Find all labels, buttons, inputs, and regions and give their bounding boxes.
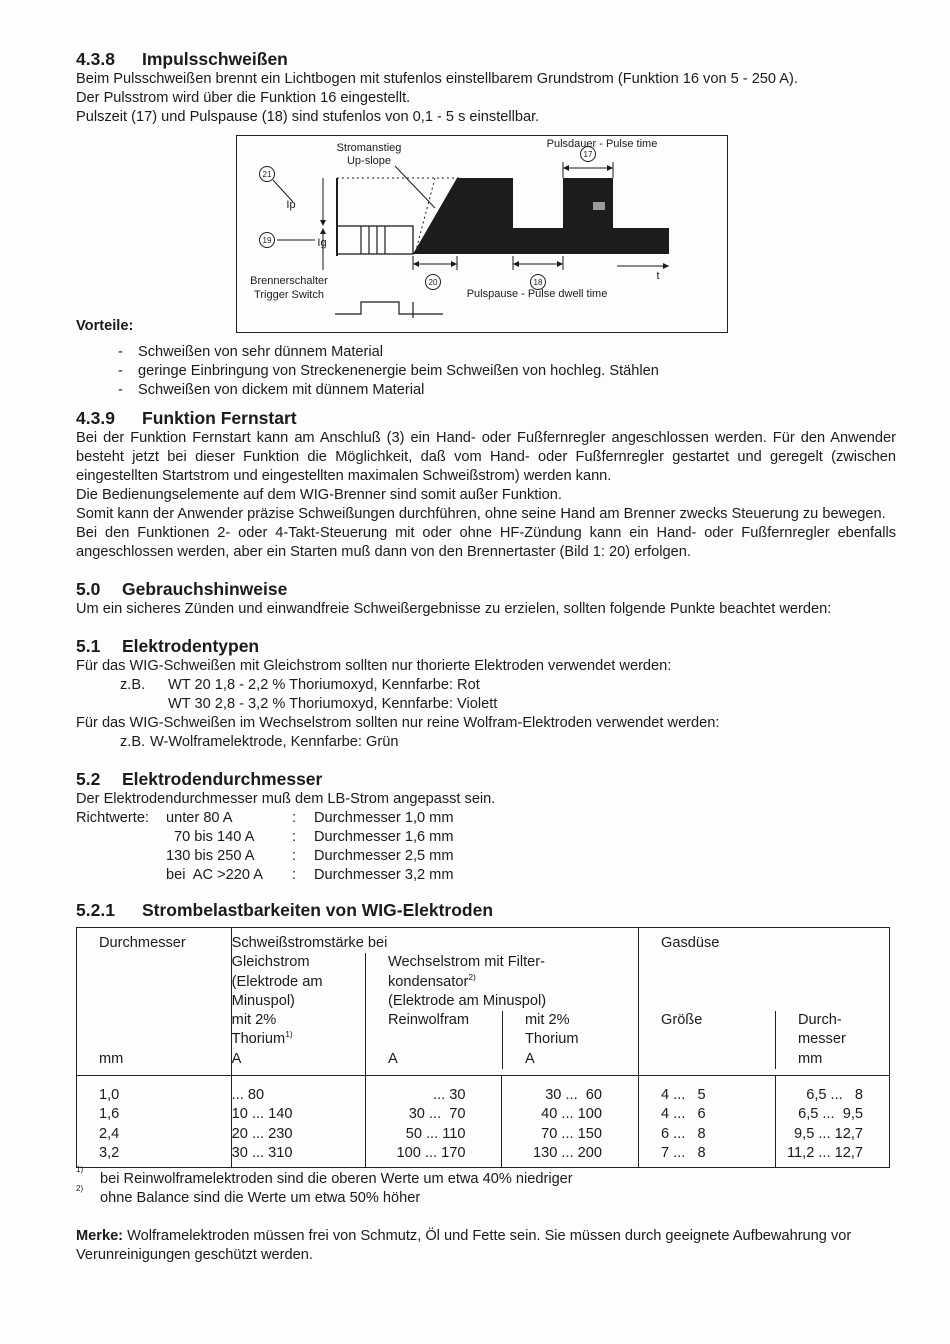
pulse-welding-diagram: Stromanstieg Up-slope Pulsdauer - Pulse time Ip Ig Brennerschalter Trigger Switch Pulspause - Pulse dwell time t 21 19 17 20 18 <box>236 135 728 333</box>
richtwerte-list <box>76 809 896 885</box>
paragraph: Für das WIG-Schweißen im Wechselstrom sollten nur reine Wolfram-Elektroden verwendet werden: <box>76 715 720 731</box>
footnote: 2) ohne Balance sind die Werte um etwa 50% höher <box>76 1184 421 1207</box>
label-upslope: Up-slope <box>346 155 392 167</box>
paragraph: Der Elektrodendurchmesser muß dem LB-Strom angepasst sein. <box>76 791 496 807</box>
document-page <box>76 48 896 1265</box>
paragraph: Beim Pulsschweißen brennt ein Lichtbogen mit stufenlos einstellbarem Grundstrom (Funktion 16 von 5 - 250 A). <box>76 71 798 87</box>
vorteile-title: Vorteile: <box>76 318 134 334</box>
start-current-box <box>337 226 413 254</box>
current-capacity-table: Durchmesser mm Schweißstromstärke bei Gasdüse Gleichstrom (Elektrode am Minuspol) mit 2% Thorium$^{1)}$ A Wechselstrom mit Filter- kondensator$^{2)}$ (Elektrode am Minuspol) Reinwolfram A mit 2% Thorium A Größe Durch- messer mm 1,0 1,6 2,4 3,2 ... 80 10 ... 140 20 ... 230 30 ... 310 ... 30 30 ... 70 50 ... 110 100 ... 170 30 ... 60 40 ... 100 70 ... 150 130 ... 200 4 ... 5 4 ... 6 6 ... 8 7 ... 8 6,5 ... 8 6,5 ... 9,5 9,5 ... 12,7 11,2 ... 12,7 <box>76 927 890 1168</box>
paragraph: Bei den Funktionen 2- oder 4-Takt-Steuerung mit oder ohne HF-Zündung kann ein Hand- oder Fußfernregler ebenfalls angeschlossen werden, aber ein Starten muß dann von den Brennertaster (Bild 1: 20) erfolgen. <box>76 525 896 560</box>
section-heading-50: 5.0 Gebrauchshinweise <box>76 579 288 599</box>
list-item: - Schweißen von dickem mit dünnem Material <box>118 381 896 400</box>
list-item: - geringe Einbringung von Streckenenergie beim Schweißen von hochleg. Stählen <box>118 362 896 381</box>
label-ig: Ig <box>317 237 327 249</box>
vorteile-list <box>76 343 896 400</box>
section-heading-52: 5.2 Elektrodendurchmesser <box>76 769 323 789</box>
print-artifact <box>593 202 605 210</box>
label-brennerschalter: Brennerschalter <box>250 275 328 287</box>
label-pulsdauer: Pulsdauer - Pulse time <box>546 138 658 150</box>
richtwert-row: 130 bis 250 A : Durchmesser 2,5 mm <box>166 848 454 864</box>
upslope-pointer <box>395 166 435 208</box>
footnotes <box>76 1165 896 1208</box>
example-line: z.B. W-Wolframelektrode, Kennfarbe: Grün <box>120 734 399 750</box>
paragraph: Die Bedienungselemente auf dem WIG-Brenner sind somit außer Funktion. <box>76 487 562 503</box>
paragraph: Der Pulsstrom wird über die Funktion 16 eingestellt. <box>76 90 411 106</box>
paragraph: Um ein sicheres Zünden und einwandfreie Schweißergebnisse zu erzielen, sollten folgende Punkte beachtet werden: <box>76 601 832 617</box>
paragraph: Somit kann der Anwender präzise Schweißungen durchführen, ohne seine Hand am Brenner zwecks Steuerung zu bewegen. <box>76 506 886 522</box>
label-ip: Ip <box>286 199 296 211</box>
label-t: t <box>656 270 660 282</box>
section-heading-521: 5.2.1 Strombelastbarkeiten von WIG-Elektroden <box>76 900 494 920</box>
section-heading-438: 4.3.8 Impulsschweißen <box>76 49 288 69</box>
richtwert-row: Richtwerte: unter 80 A : Durchmesser 1,0 mm <box>76 810 454 826</box>
footnote: 1) bei Reinwolframelektroden sind die oberen Werte um etwa 40% niedriger <box>76 1165 573 1188</box>
example-line: WT 30 2,8 - 3,2 % Thoriumoxyd, Kennfarbe: Violett <box>168 696 498 712</box>
paragraph: Für das WIG-Schweißen mit Gleichstrom sollten nur thorierte Elektroden verwendet werden: <box>76 658 672 674</box>
label-trigger-switch: Trigger Switch <box>254 289 324 301</box>
paragraph: Bei der Funktion Fernstart kann am Anschluß (3) ein Hand- oder Fußfernregler angeschlossen werden. Für den Anwender besteht jetzt bei dieser Funktion die Möglichkeit, daß vom Hand- oder Fußfernregler gestartet und geregelt (zwischen eingestellten Startstrom und eingestellten maximalen Schweißstrom) werden kann. <box>76 430 896 484</box>
section-heading-439: 4.3.9 Funktion Fernstart <box>76 408 297 428</box>
section-heading-51: 5.1 Elektrodentypen <box>76 636 260 656</box>
label-pulspause: Pulspause - Pulse dwell time <box>466 288 608 300</box>
label-stromanstieg: Stromanstieg <box>336 142 402 154</box>
example-line: z.B. WT 20 1,8 - 2,2 % Thoriumoxyd, Kennfarbe: Rot <box>120 677 480 693</box>
merke-note: Merke: Wolframelektroden müssen frei von Schmutz, Öl und Fette sein. Sie müssen durch geeignete Aufbewahrung vor Verunreinigungen geschützt werden. <box>76 1228 852 1264</box>
richtwert-row: 70 bis 140 A : Durchmesser 1,6 mm <box>174 829 454 845</box>
richtwert-row: bei AC >220 A : Durchmesser 3,2 mm <box>166 867 454 883</box>
current-waveform <box>413 178 669 254</box>
paragraph: Pulszeit (17) und Pulspause (18) sind stufenlos von 0,1 - 5 s einstellbar. <box>76 109 540 125</box>
list-item: - Schweißen von sehr dünnem Material <box>118 343 896 362</box>
table-body: 1,0 1,6 2,4 3,2 ... 80 10 ... 140 20 ... 230 30 ... 310 ... 30 30 ... 70 50 ... 110 100 ... 170 30 ... 60 40 ... 100 70 ... 150 130 ... 200 4 ... 5 4 ... 6 6 ... 8 7 ... 8 6,5 ... 8 6,5 ... 9,5 9,5 ... 12,7 11,2 ... 12,7 <box>77 1076 890 1168</box>
table-header-row: Durchmesser mm Schweißstromstärke bei Gasdüse <box>77 928 890 954</box>
trigger-signal <box>335 302 443 314</box>
